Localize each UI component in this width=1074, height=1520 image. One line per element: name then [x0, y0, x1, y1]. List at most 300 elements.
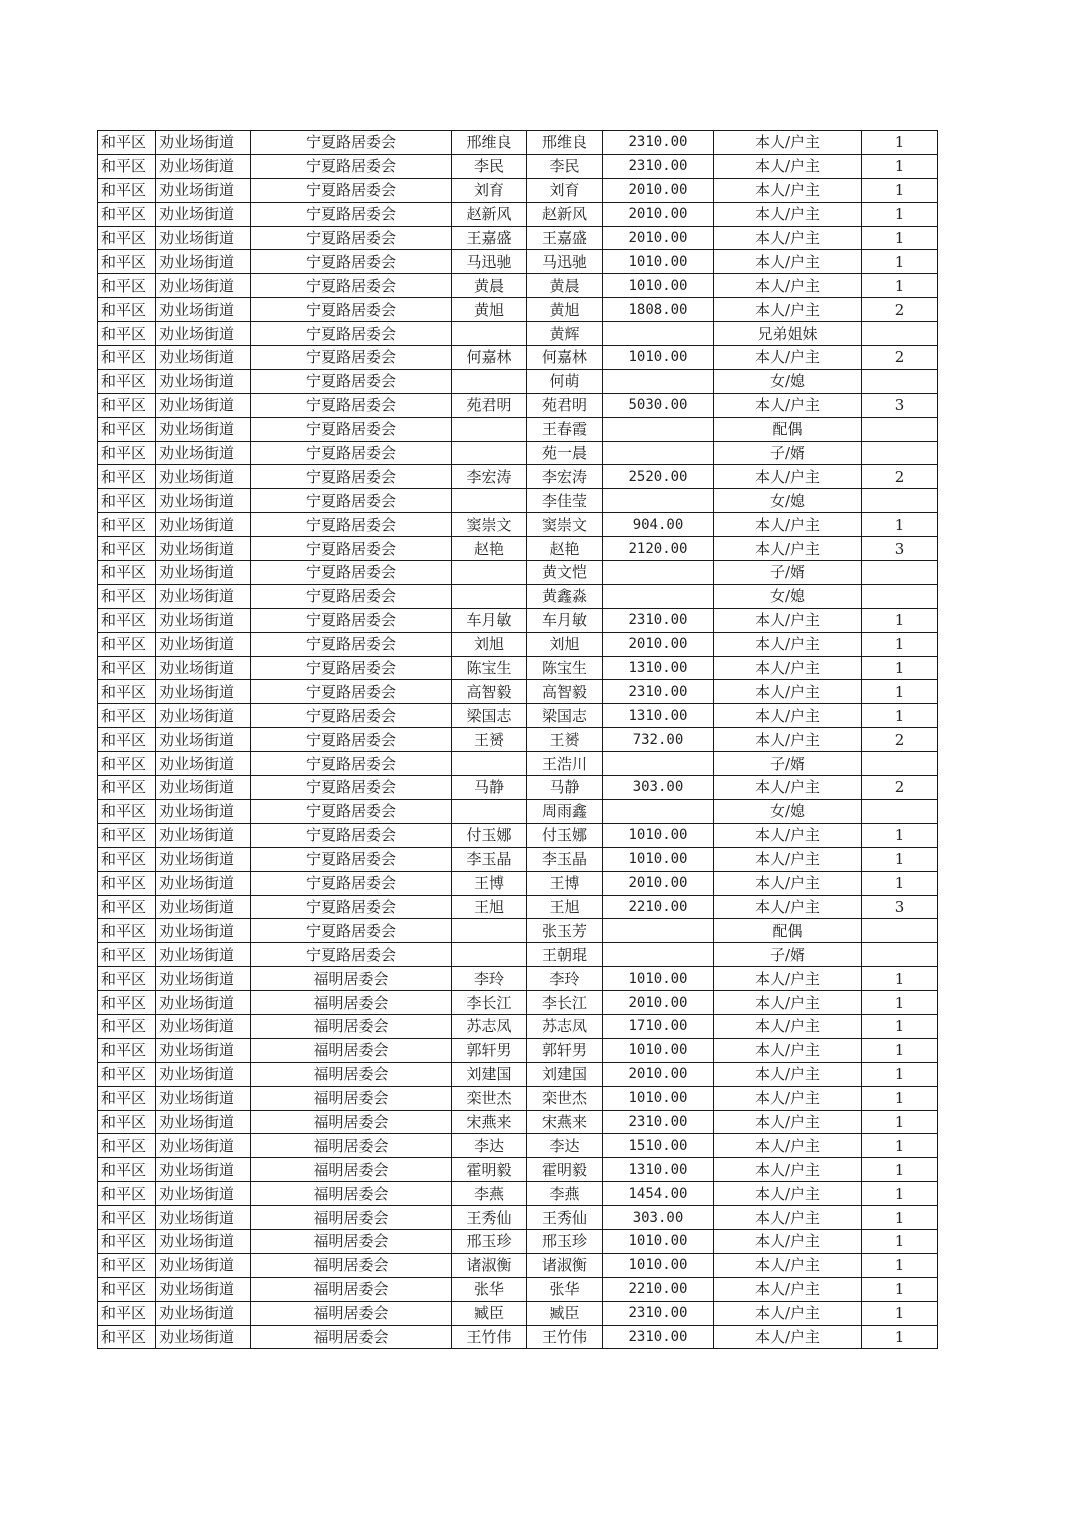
district-cell: 和平区 — [98, 274, 156, 298]
district-cell: 和平区 — [98, 465, 156, 489]
amount-cell: 1010.00 — [603, 274, 714, 298]
street-cell: 劝业场街道 — [156, 274, 251, 298]
applicant-cell: 李玉晶 — [452, 847, 527, 871]
member-name-cell: 黄旭 — [527, 298, 603, 322]
member-name-cell: 王春霞 — [527, 417, 603, 441]
district-cell: 和平区 — [98, 608, 156, 632]
amount-cell: 1010.00 — [603, 823, 714, 847]
relation-cell: 本人/户主 — [714, 1301, 862, 1325]
table-row — [98, 393, 938, 417]
member-name-cell: 陈宝生 — [527, 656, 603, 680]
household-size-cell: 1 — [862, 202, 938, 226]
district-cell: 和平区 — [98, 489, 156, 513]
table-row — [98, 847, 938, 871]
applicant-cell: 陈宝生 — [452, 656, 527, 680]
relation-cell: 配偶 — [714, 919, 862, 943]
relation-cell: 本人/户主 — [714, 704, 862, 728]
table-row — [98, 561, 938, 585]
amount-cell: 1010.00 — [603, 250, 714, 274]
member-name-cell: 苏志凤 — [527, 1014, 603, 1038]
member-name-cell: 刘育 — [527, 178, 603, 202]
relation-cell: 女/媳 — [714, 369, 862, 393]
district-cell: 和平区 — [98, 871, 156, 895]
table-row — [98, 322, 938, 346]
relation-cell: 女/媳 — [714, 799, 862, 823]
relation-cell: 本人/户主 — [714, 298, 862, 322]
committee-cell: 福明居委会 — [251, 1014, 452, 1038]
street-cell: 劝业场街道 — [156, 1038, 251, 1062]
household-size-cell: 1 — [862, 1253, 938, 1277]
committee-cell: 宁夏路居委会 — [251, 943, 452, 967]
applicant-cell: 李宏涛 — [452, 465, 527, 489]
table-body — [98, 131, 938, 1349]
relation-cell: 本人/户主 — [714, 1110, 862, 1134]
district-cell: 和平区 — [98, 1014, 156, 1038]
committee-cell: 宁夏路居委会 — [251, 537, 452, 561]
member-name-cell: 黄鑫淼 — [527, 584, 603, 608]
applicant-cell: 李玲 — [452, 967, 527, 991]
street-cell: 劝业场街道 — [156, 895, 251, 919]
applicant-cell: 王赟 — [452, 728, 527, 752]
district-cell: 和平区 — [98, 561, 156, 585]
street-cell: 劝业场街道 — [156, 704, 251, 728]
relation-cell: 本人/户主 — [714, 513, 862, 537]
amount-cell — [603, 489, 714, 513]
relation-cell: 本人/户主 — [714, 1277, 862, 1301]
street-cell: 劝业场街道 — [156, 1110, 251, 1134]
table-row — [98, 441, 938, 465]
member-name-cell: 王竹伟 — [527, 1325, 603, 1349]
table-row — [98, 1110, 938, 1134]
household-size-cell: 1 — [862, 154, 938, 178]
member-name-cell: 黄晨 — [527, 274, 603, 298]
member-name-cell: 赵新风 — [527, 202, 603, 226]
household-size-cell: 1 — [862, 871, 938, 895]
member-name-cell: 马迅驰 — [527, 250, 603, 274]
table-row — [98, 656, 938, 680]
member-name-cell: 付玉娜 — [527, 823, 603, 847]
relation-cell: 本人/户主 — [714, 1229, 862, 1253]
district-cell: 和平区 — [98, 584, 156, 608]
amount-cell: 2310.00 — [603, 154, 714, 178]
street-cell: 劝业场街道 — [156, 1277, 251, 1301]
committee-cell: 宁夏路居委会 — [251, 298, 452, 322]
relation-cell: 本人/户主 — [714, 847, 862, 871]
member-name-cell: 苑君明 — [527, 393, 603, 417]
household-size-cell: 1 — [862, 680, 938, 704]
street-cell: 劝业场街道 — [156, 776, 251, 800]
district-cell: 和平区 — [98, 704, 156, 728]
household-size-cell: 1 — [862, 1134, 938, 1158]
member-name-cell: 霍明毅 — [527, 1158, 603, 1182]
applicant-cell: 王旭 — [452, 895, 527, 919]
street-cell: 劝业场街道 — [156, 465, 251, 489]
amount-cell: 2010.00 — [603, 202, 714, 226]
street-cell: 劝业场街道 — [156, 441, 251, 465]
household-size-cell: 1 — [862, 632, 938, 656]
street-cell: 劝业场街道 — [156, 1086, 251, 1110]
relation-cell: 本人/户主 — [714, 226, 862, 250]
street-cell: 劝业场街道 — [156, 417, 251, 441]
applicant-cell: 李民 — [452, 154, 527, 178]
committee-cell: 福明居委会 — [251, 1301, 452, 1325]
district-cell: 和平区 — [98, 1229, 156, 1253]
member-name-cell: 李佳莹 — [527, 489, 603, 513]
district-cell: 和平区 — [98, 131, 156, 155]
street-cell: 劝业场街道 — [156, 322, 251, 346]
amount-cell: 1010.00 — [603, 346, 714, 370]
table-row — [98, 1062, 938, 1086]
street-cell: 劝业场街道 — [156, 202, 251, 226]
district-cell: 和平区 — [98, 919, 156, 943]
committee-cell: 福明居委会 — [251, 1182, 452, 1206]
applicant-cell — [452, 322, 527, 346]
table-row — [98, 202, 938, 226]
committee-cell: 宁夏路居委会 — [251, 441, 452, 465]
table-row — [98, 1301, 938, 1325]
committee-cell: 宁夏路居委会 — [251, 322, 452, 346]
table-row — [98, 991, 938, 1015]
applicant-cell: 付玉娜 — [452, 823, 527, 847]
amount-cell: 2310.00 — [603, 131, 714, 155]
amount-cell: 5030.00 — [603, 393, 714, 417]
applicant-cell: 赵新风 — [452, 202, 527, 226]
committee-cell: 宁夏路居委会 — [251, 346, 452, 370]
household-size-cell: 2 — [862, 465, 938, 489]
committee-cell: 福明居委会 — [251, 1277, 452, 1301]
table-row — [98, 752, 938, 776]
applicant-cell: 窦崇文 — [452, 513, 527, 537]
district-cell: 和平区 — [98, 298, 156, 322]
amount-cell: 2310.00 — [603, 1325, 714, 1349]
relation-cell: 本人/户主 — [714, 632, 862, 656]
district-cell: 和平区 — [98, 1277, 156, 1301]
member-name-cell: 王博 — [527, 871, 603, 895]
amount-cell: 2210.00 — [603, 895, 714, 919]
applicant-cell: 梁国志 — [452, 704, 527, 728]
table-row — [98, 250, 938, 274]
table-row — [98, 537, 938, 561]
household-size-cell — [862, 561, 938, 585]
street-cell: 劝业场街道 — [156, 799, 251, 823]
table-row — [98, 154, 938, 178]
household-size-cell: 1 — [862, 1206, 938, 1230]
amount-cell: 2310.00 — [603, 608, 714, 632]
district-cell: 和平区 — [98, 1110, 156, 1134]
household-size-cell: 1 — [862, 1277, 938, 1301]
relation-cell: 本人/户主 — [714, 608, 862, 632]
amount-cell: 2520.00 — [603, 465, 714, 489]
district-cell: 和平区 — [98, 202, 156, 226]
street-cell: 劝业场街道 — [156, 608, 251, 632]
committee-cell: 宁夏路居委会 — [251, 608, 452, 632]
street-cell: 劝业场街道 — [156, 1014, 251, 1038]
amount-cell — [603, 943, 714, 967]
household-size-cell: 1 — [862, 1014, 938, 1038]
household-size-cell: 1 — [862, 847, 938, 871]
street-cell: 劝业场街道 — [156, 1325, 251, 1349]
table-row — [98, 1038, 938, 1062]
district-cell: 和平区 — [98, 346, 156, 370]
amount-cell — [603, 752, 714, 776]
street-cell: 劝业场街道 — [156, 346, 251, 370]
applicant-cell: 邢玉珍 — [452, 1229, 527, 1253]
household-size-cell: 1 — [862, 1229, 938, 1253]
relation-cell: 本人/户主 — [714, 131, 862, 155]
amount-cell: 904.00 — [603, 513, 714, 537]
household-size-cell: 1 — [862, 704, 938, 728]
applicant-cell: 王博 — [452, 871, 527, 895]
member-name-cell: 李长江 — [527, 991, 603, 1015]
amount-cell: 2010.00 — [603, 226, 714, 250]
table-row — [98, 298, 938, 322]
household-size-cell: 2 — [862, 776, 938, 800]
relation-cell: 本人/户主 — [714, 1206, 862, 1230]
table-row — [98, 513, 938, 537]
relation-cell: 本人/户主 — [714, 1038, 862, 1062]
committee-cell: 宁夏路居委会 — [251, 919, 452, 943]
district-cell: 和平区 — [98, 1038, 156, 1062]
street-cell: 劝业场街道 — [156, 298, 251, 322]
applicant-cell — [452, 919, 527, 943]
committee-cell: 宁夏路居委会 — [251, 393, 452, 417]
committee-cell: 宁夏路居委会 — [251, 728, 452, 752]
amount-cell: 2210.00 — [603, 1277, 714, 1301]
district-cell: 和平区 — [98, 1086, 156, 1110]
district-cell: 和平区 — [98, 1134, 156, 1158]
amount-cell: 1010.00 — [603, 1229, 714, 1253]
relation-cell: 本人/户主 — [714, 1158, 862, 1182]
committee-cell: 宁夏路居委会 — [251, 178, 452, 202]
household-size-cell — [862, 752, 938, 776]
district-cell: 和平区 — [98, 154, 156, 178]
applicant-cell: 王嘉盛 — [452, 226, 527, 250]
street-cell: 劝业场街道 — [156, 561, 251, 585]
street-cell: 劝业场街道 — [156, 1253, 251, 1277]
table-row — [98, 1182, 938, 1206]
street-cell: 劝业场街道 — [156, 632, 251, 656]
applicant-cell — [452, 489, 527, 513]
member-name-cell: 邢玉珍 — [527, 1229, 603, 1253]
member-name-cell: 刘建国 — [527, 1062, 603, 1086]
committee-cell: 宁夏路居委会 — [251, 704, 452, 728]
amount-cell: 2010.00 — [603, 991, 714, 1015]
street-cell: 劝业场街道 — [156, 871, 251, 895]
district-cell: 和平区 — [98, 728, 156, 752]
committee-cell: 宁夏路居委会 — [251, 680, 452, 704]
household-size-cell: 1 — [862, 991, 938, 1015]
table-row — [98, 465, 938, 489]
district-cell: 和平区 — [98, 1301, 156, 1325]
relation-cell: 本人/户主 — [714, 274, 862, 298]
household-size-cell: 1 — [862, 513, 938, 537]
relation-cell: 本人/户主 — [714, 680, 862, 704]
table-row — [98, 131, 938, 155]
member-name-cell: 刘旭 — [527, 632, 603, 656]
table-row — [98, 1134, 938, 1158]
committee-cell: 福明居委会 — [251, 1110, 452, 1134]
street-cell: 劝业场街道 — [156, 1301, 251, 1325]
district-cell: 和平区 — [98, 656, 156, 680]
relation-cell: 本人/户主 — [714, 202, 862, 226]
relation-cell: 本人/户主 — [714, 1134, 862, 1158]
applicant-cell: 邢维良 — [452, 131, 527, 155]
street-cell: 劝业场街道 — [156, 943, 251, 967]
applicant-cell: 王竹伟 — [452, 1325, 527, 1349]
amount-cell — [603, 561, 714, 585]
amount-cell — [603, 417, 714, 441]
applicant-cell: 刘育 — [452, 178, 527, 202]
committee-cell: 福明居委会 — [251, 1038, 452, 1062]
member-name-cell: 黄辉 — [527, 322, 603, 346]
household-size-cell: 1 — [862, 1086, 938, 1110]
applicant-cell — [452, 441, 527, 465]
amount-cell: 1010.00 — [603, 847, 714, 871]
district-cell: 和平区 — [98, 1062, 156, 1086]
committee-cell: 宁夏路居委会 — [251, 847, 452, 871]
household-size-cell — [862, 489, 938, 513]
relation-cell: 本人/户主 — [714, 823, 862, 847]
household-size-cell: 2 — [862, 298, 938, 322]
applicant-cell — [452, 752, 527, 776]
district-cell: 和平区 — [98, 250, 156, 274]
member-name-cell: 周雨鑫 — [527, 799, 603, 823]
district-cell: 和平区 — [98, 632, 156, 656]
relation-cell: 本人/户主 — [714, 393, 862, 417]
relation-cell: 本人/户主 — [714, 465, 862, 489]
applicant-cell: 刘旭 — [452, 632, 527, 656]
household-size-cell: 1 — [862, 226, 938, 250]
street-cell: 劝业场街道 — [156, 154, 251, 178]
member-name-cell: 邢维良 — [527, 131, 603, 155]
relation-cell: 子/婿 — [714, 752, 862, 776]
amount-cell: 2310.00 — [603, 1110, 714, 1134]
amount-cell: 2010.00 — [603, 1062, 714, 1086]
committee-cell: 宁夏路居委会 — [251, 752, 452, 776]
relation-cell: 本人/户主 — [714, 967, 862, 991]
street-cell: 劝业场街道 — [156, 393, 251, 417]
household-size-cell: 1 — [862, 656, 938, 680]
applicant-cell: 郭轩男 — [452, 1038, 527, 1062]
street-cell: 劝业场街道 — [156, 656, 251, 680]
street-cell: 劝业场街道 — [156, 178, 251, 202]
amount-cell: 303.00 — [603, 776, 714, 800]
committee-cell: 福明居委会 — [251, 1253, 452, 1277]
district-cell: 和平区 — [98, 752, 156, 776]
street-cell: 劝业场街道 — [156, 250, 251, 274]
relation-cell: 本人/户主 — [714, 250, 862, 274]
street-cell: 劝业场街道 — [156, 1158, 251, 1182]
member-name-cell: 李玉晶 — [527, 847, 603, 871]
amount-cell — [603, 322, 714, 346]
applicant-cell: 李长江 — [452, 991, 527, 1015]
table-row — [98, 704, 938, 728]
table-row — [98, 274, 938, 298]
applicant-cell: 王秀仙 — [452, 1206, 527, 1230]
street-cell: 劝业场街道 — [156, 226, 251, 250]
household-size-cell: 1 — [862, 131, 938, 155]
relation-cell: 本人/户主 — [714, 1253, 862, 1277]
committee-cell: 宁夏路居委会 — [251, 632, 452, 656]
applicant-cell: 张华 — [452, 1277, 527, 1301]
relation-cell: 女/媳 — [714, 584, 862, 608]
district-cell: 和平区 — [98, 847, 156, 871]
household-size-cell: 1 — [862, 823, 938, 847]
street-cell: 劝业场街道 — [156, 728, 251, 752]
table-row — [98, 871, 938, 895]
household-size-cell — [862, 799, 938, 823]
street-cell: 劝业场街道 — [156, 1206, 251, 1230]
district-cell: 和平区 — [98, 226, 156, 250]
amount-cell: 2120.00 — [603, 537, 714, 561]
applicant-cell — [452, 417, 527, 441]
district-cell: 和平区 — [98, 776, 156, 800]
member-name-cell: 王嘉盛 — [527, 226, 603, 250]
street-cell: 劝业场街道 — [156, 369, 251, 393]
applicant-cell: 赵艳 — [452, 537, 527, 561]
applicant-cell: 诸淑衡 — [452, 1253, 527, 1277]
street-cell: 劝业场街道 — [156, 1062, 251, 1086]
amount-cell — [603, 919, 714, 943]
applicant-cell: 黄晨 — [452, 274, 527, 298]
household-size-cell: 1 — [862, 1182, 938, 1206]
relation-cell: 配偶 — [714, 417, 862, 441]
member-name-cell: 张玉芳 — [527, 919, 603, 943]
household-table — [97, 130, 938, 1349]
member-name-cell: 何嘉林 — [527, 346, 603, 370]
district-cell: 和平区 — [98, 513, 156, 537]
table-row — [98, 632, 938, 656]
district-cell: 和平区 — [98, 178, 156, 202]
table-row — [98, 919, 938, 943]
applicant-cell: 李燕 — [452, 1182, 527, 1206]
district-cell: 和平区 — [98, 1325, 156, 1349]
member-name-cell: 李民 — [527, 154, 603, 178]
household-size-cell: 3 — [862, 537, 938, 561]
household-size-cell: 1 — [862, 1301, 938, 1325]
committee-cell: 福明居委会 — [251, 1229, 452, 1253]
amount-cell — [603, 799, 714, 823]
household-size-cell — [862, 369, 938, 393]
district-cell: 和平区 — [98, 1253, 156, 1277]
committee-cell: 宁夏路居委会 — [251, 417, 452, 441]
applicant-cell: 黄旭 — [452, 298, 527, 322]
committee-cell: 宁夏路居委会 — [251, 154, 452, 178]
household-size-cell: 1 — [862, 1062, 938, 1086]
table-row — [98, 895, 938, 919]
member-name-cell: 黄文恺 — [527, 561, 603, 585]
applicant-cell: 李达 — [452, 1134, 527, 1158]
member-name-cell: 王旭 — [527, 895, 603, 919]
street-cell: 劝业场街道 — [156, 584, 251, 608]
member-name-cell: 郭轩男 — [527, 1038, 603, 1062]
table-row — [98, 417, 938, 441]
street-cell: 劝业场街道 — [156, 967, 251, 991]
relation-cell: 本人/户主 — [714, 991, 862, 1015]
relation-cell: 本人/户主 — [714, 346, 862, 370]
table-row — [98, 489, 938, 513]
committee-cell: 宁夏路居委会 — [251, 131, 452, 155]
table-row — [98, 1014, 938, 1038]
table-row — [98, 584, 938, 608]
household-size-cell — [862, 417, 938, 441]
member-name-cell: 窦崇文 — [527, 513, 603, 537]
member-name-cell: 诸淑衡 — [527, 1253, 603, 1277]
committee-cell: 宁夏路居委会 — [251, 561, 452, 585]
street-cell: 劝业场街道 — [156, 1182, 251, 1206]
district-cell: 和平区 — [98, 1158, 156, 1182]
table-row — [98, 1277, 938, 1301]
